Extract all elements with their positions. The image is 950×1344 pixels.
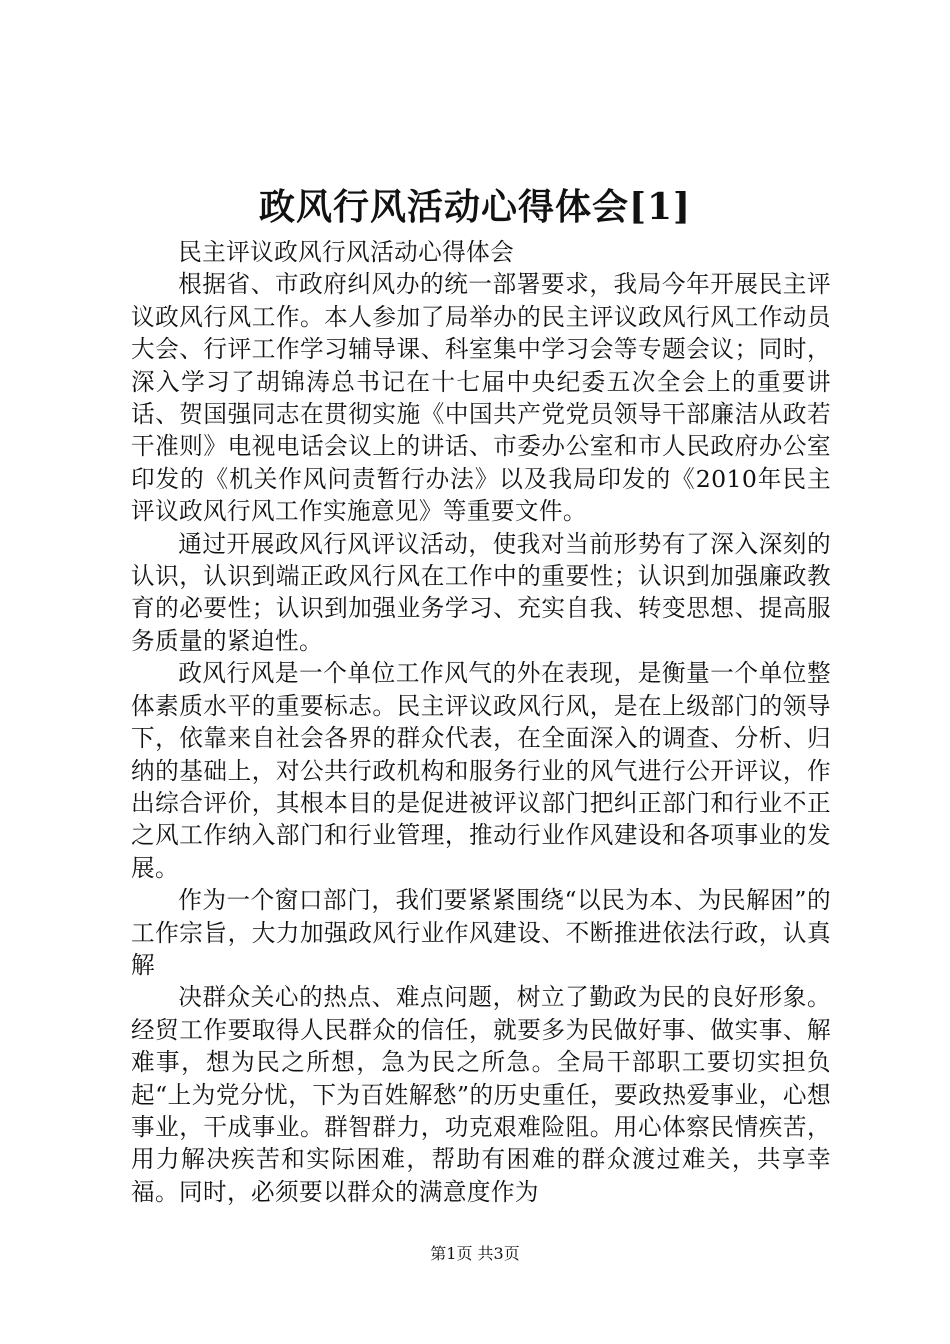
body-paragraph: 决群众关心的热点、难点问题，树立了勤政为民的良好形象。经贸工作要取得人民群众的信任，就要多为民做好事、做实事、解难事，想为民之所想，急为民之所急。全局干部职工要切实担负起“上为党分忧，下为百姓解愁”的历史重任，要政热爱事业，心想事业，干成事业。群智群力，功克艰难险阻。用心体察民情疾苦，用力解决疾苦和实际困难，帮助有困难的群众渡过难关，共享幸福。同时，必须要以群众的满意度作为	[131, 983, 831, 1206]
document-body	[131, 236, 831, 1208]
body-paragraph: 政风行风是一个单位工作风气的外在表现，是衡量一个单位整体素质水平的重要标志。民主评议政风行风，是在上级部门的领导下，依靠来自社会各界的群众代表，在全面深入的调查、分析、归纳的基础上，对公共行政机构和服务行业的风气进行公开评议，作出综合评价，其根本目的是促进被评议部门把纠正部门和行业不正之风工作纳入部门和行业管理，推动行业作风建设和各项事业的发展。	[131, 659, 831, 882]
body-paragraph: 通过开展政风行风评议活动，使我对当前形势有了深入深刻的认识，认识到端正政风行风在工作中的重要性；认识到加强廉政教育的必要性；认识到加强业务学习、充实自我、转变思想、提高服务质量的紧迫性。	[131, 529, 831, 655]
document-title: 政风行风活动心得体会[1]	[258, 186, 692, 228]
page-footer: 第1页 共3页	[430, 1244, 520, 1263]
body-paragraph: 作为一个窗口部门，我们要紧紧围绕“以民为本、为民解困”的工作宗旨，大力加强政风行业作风建设、不断推进依法行政，认真解	[131, 886, 831, 979]
body-paragraph: 根据省、市政府纠风办的统一部署要求，我局今年开展民主评议政风行风工作。本人参加了局举办的民主评议政风行风工作动员大会、行评工作学习辅导课、科室集中学习会等专题会议；同时，深入学习了胡锦涛总书记在十七届中央纪委五次全会上的重要讲话、贺国强同志在贯彻实施《中国共产党党员领导干部廉洁从政若干准则》电视电话会议上的讲话、市委办公室和市人民政府办公室印发的《机关作风问责暂行办法》以及我局印发的《2010年民主评议政风行风工作实施意见》等重要文件。	[131, 270, 831, 526]
subtitle-paragraph: 民主评议政风行风活动心得体会	[178, 238, 515, 266]
